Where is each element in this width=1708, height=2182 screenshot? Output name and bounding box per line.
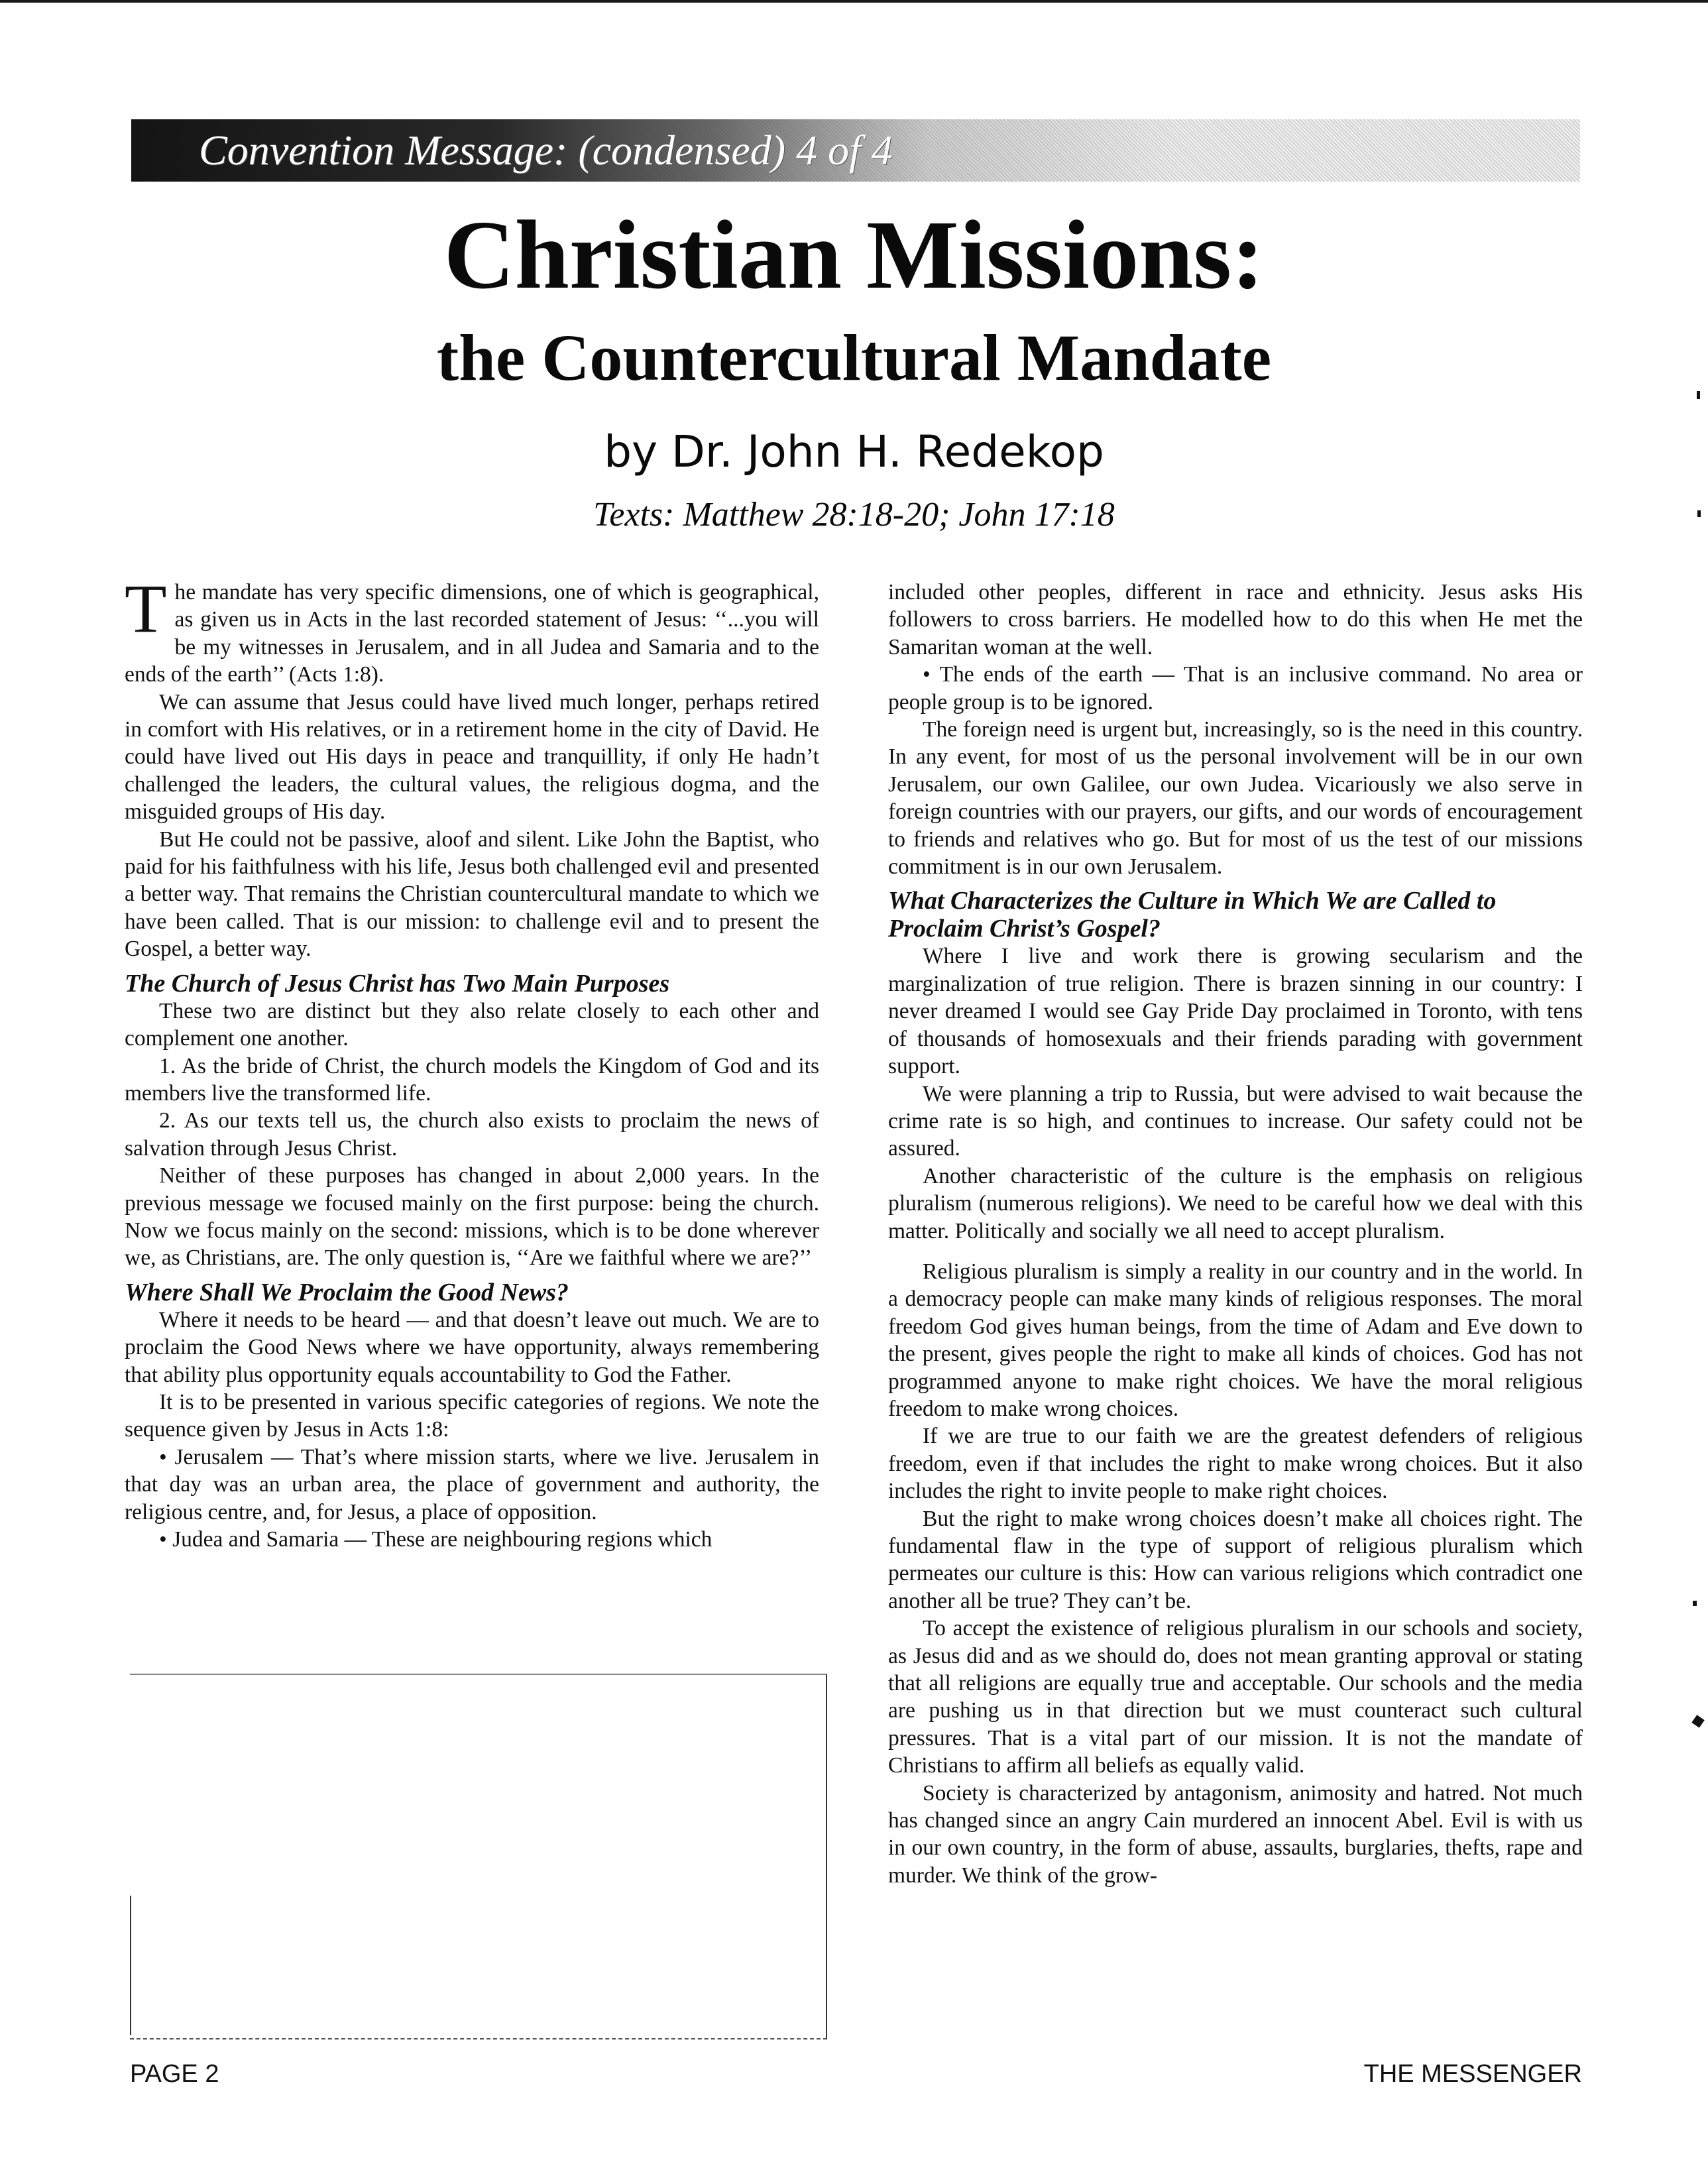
article-paragraph: To accept the existence of religious pluralism in our schools and society, as Jesus did and as we should do, does not mean granting approval or stating that all religions are equally true and acceptable. Our schools and the media are pushing us in that direction but we must counteract such cultural pressures. That is a vital part of our mission. It is not the mandate of Christians to affirm all beliefs as equally valid.: [888, 1616, 1583, 1778]
article-paragraph: Another characteristic of the culture is the emphasis on religious pluralism (numerous religions). We need to be careful how we deal with this matter. Politically and socially we all need to accept pluralism.: [888, 1163, 1583, 1243]
page-top-edge: [0, 0, 1708, 3]
article-paragraph: But He could not be passive, aloof and silent. Like John the Baptist, who paid for his faithfulness with his life, Jesus both challenged evil and presented a better way. That remains the Christian countercultural mandate to which we have been called. That is our mission: to challenge evil and to present the Gospel, a better way.: [125, 827, 819, 962]
article-paragraph: • Jerusalem — That’s where mission starts, where we live. Jerusalem in that day was an urban area, the place of government and authority, the religious centre, and, for Jesus, a place of opposition.: [125, 1444, 819, 1524]
article-paragraph: Where it needs to be heard — and that doesn’t leave out much. We are to proclaim the Good News where we have opportunity, always remembering that ability plus opportunity equals accountability to God the Father.: [125, 1307, 819, 1387]
article-paragraph: included other peoples, different in race and ethnicity. Jesus asks His followers to cross barriers. He modelled how to do this when He met the Samaritan woman at the well.: [888, 580, 1583, 660]
scan-mark: [1693, 1601, 1697, 1606]
section-heading: The Church of Jesus Christ has Two Main Purposes: [125, 969, 670, 998]
author-byline: by Dr. John H. Redekop: [604, 426, 1104, 477]
article-paragraph: Neither of these purposes has changed in about 2,000 years. In the previous message we focused mainly on the first purpose: being the church. Now we focus mainly on the second: missions, which is to be done wherever we, as Christians, are. The only question is, ‘‘Are we faithful where we are?’’: [125, 1163, 819, 1271]
article-paragraph: Where I live and work there is growing secularism and the marginalization of true religion. There is brazen sinning in our country: I never dreamed I would see Gay Pride Day proclaimed in Toronto, with tens of thousands of homosexuals and their friends parading with government support.: [888, 944, 1583, 1079]
article-paragraph: Religious pluralism is simply a reality in our country and in the world. In a democracy people can make many kinds of religious responses. The moral freedom God gives human beings, from the time of Adam and Eve down to the present, gives people the right to make all kinds of choices. God has not programmed anyone to make right choices. We have the moral religious freedom to make wrong choices.: [888, 1259, 1583, 1421]
article-paragraph: 1. As the bride of Christ, the church models the Kingdom of God and its members live the transformed life.: [125, 1053, 819, 1106]
article-paragraph: But the right to make wrong choices doesn’t make all choices right. The fundamental flaw in the type of support of religious pluralism which permeates our culture is this: How can various religions which contradict one another all be true? They can’t be.: [888, 1506, 1583, 1613]
publication-name: THE MESSENGER: [1363, 2060, 1582, 2088]
article-paragraph: It is to be presented in various specific categories of regions. We note the sequence given by Jesus in Acts 1:8:: [125, 1389, 819, 1442]
article-column-left: [125, 571, 819, 1553]
section-heading: Where Shall We Proclaim the Good News?: [125, 1278, 569, 1306]
scripture-texts: Texts: Matthew 28:18-20; John 17:18: [593, 496, 1115, 534]
article-paragraph: We were planning a trip to Russia, but were advised to wait because the crime rate is so high, and continues to increase. Our safety could not be assured.: [888, 1081, 1583, 1161]
page-number: PAGE 2: [130, 2060, 219, 2088]
scan-mark: [1691, 1715, 1704, 1727]
article-paragraph: The mandate has very specific dimensions, one of which is geographical, as given us in Acts in the last recorded statement of Jesus: ‘‘...you will be my witnesses in Jerusalem, and in all Judea and Samaria and to the ends of the earth’’ (Acts 1:8).: [125, 571, 819, 687]
article-paragraph: Society is characterized by antagonism, animosity and hatred. Not much has changed since an angry Cain murdered an innocent Abel. Evil is with us in our own country, in the form of abuse, assaults, burglaries, thefts, rape and murder. We think of the grow-: [888, 1780, 1583, 1888]
article-paragraph: The foreign need is urgent but, increasingly, so is the need in this country. In any event, for most of us the personal involvement will be in our own Jerusalem, our own Galilee, our own Judea. Vicariously we also serve in foreign countries with our prayers, our gifts, and our words of encouragement to friends and relatives who go. But for most of us the test of our missions commitment is in our own Jerusalem.: [888, 717, 1583, 880]
article-paragraph: • Judea and Samaria — These are neighbouring regions which: [159, 1527, 712, 1552]
article-paragraph: We can assume that Jesus could have lived much longer, perhaps retired in comfort with His relatives, or in a retirement home in the city of David. He could have lived out His days in peace and tranquillity, if only He hadn’t challenged the leaders, the cultural values, the religious dogma, and the misguided groups of His day.: [125, 689, 819, 825]
article-column-right: [888, 579, 1583, 1889]
drop-cap: T: [125, 571, 167, 647]
ad-box-left-edge: [130, 1896, 131, 2035]
empty-ad-box: [130, 1674, 827, 2039]
scan-mark: [1697, 391, 1700, 399]
article-paragraph: These two are distinct but they also relate closely to each other and complement one another.: [125, 998, 819, 1051]
section-heading: What Characterizes the Culture in Which We are Called to Proclaim Christ’s Gospel?: [888, 887, 1497, 943]
article-subtitle: the Countercultural Mandate: [436, 321, 1272, 394]
article-paragraph: • The ends of the earth — That is an inclusive command. No area or people group is to be ignored.: [888, 662, 1583, 715]
article-title: Christian Missions:: [443, 201, 1265, 310]
section-label: Convention Message: (condensed) 4 of 4: [199, 127, 893, 174]
article-paragraph: 2. As our texts tell us, the church also exists to proclaim the news of salvation through Jesus Christ.: [125, 1108, 819, 1161]
scan-mark: [1697, 510, 1701, 517]
article-paragraph: If we are true to our faith we are the greatest defenders of religious freedom, even if that includes the right to make wrong choices. But it also includes the right to invite people to make right choices.: [888, 1424, 1583, 1504]
